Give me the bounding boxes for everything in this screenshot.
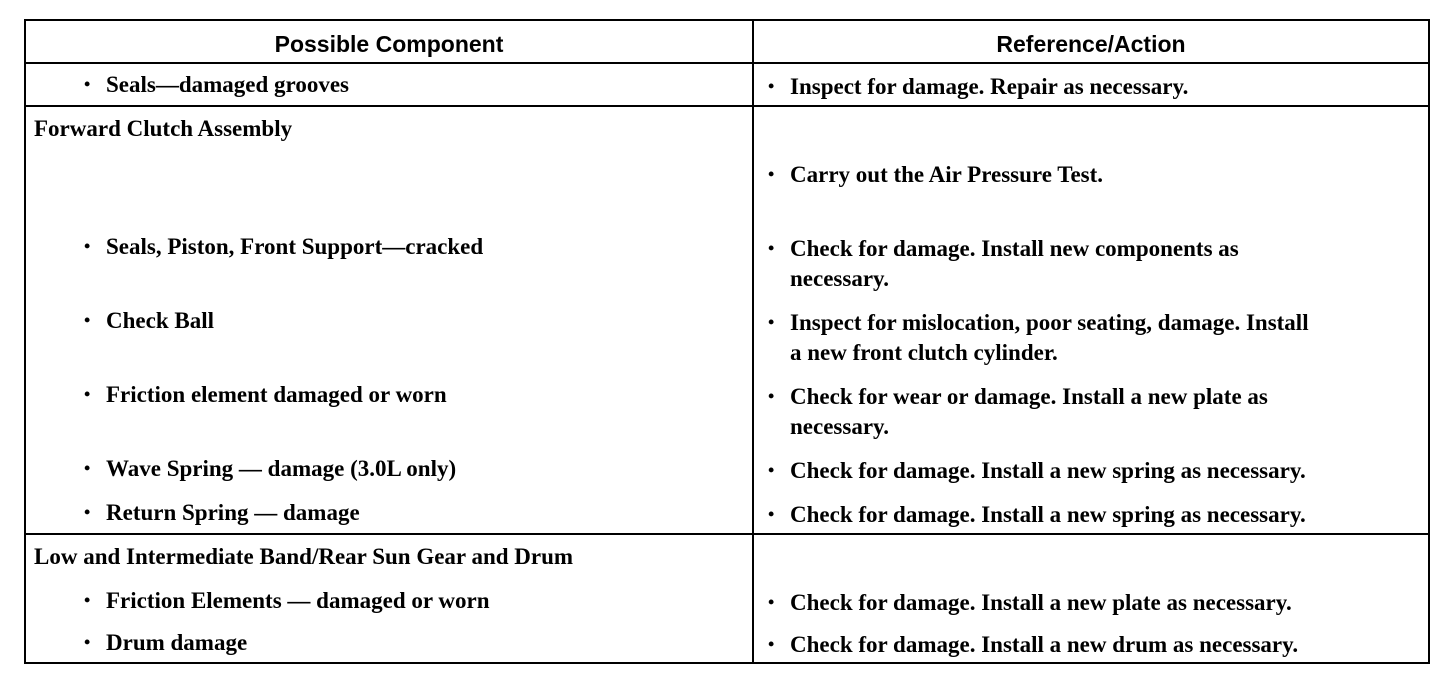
component-text: Friction Elements — damaged or worn: [106, 588, 490, 613]
bullet: •: [768, 460, 775, 480]
action-text: Carry out the Air Pressure Test.: [790, 162, 1104, 187]
action-text: Check for damage. Install a new drum as necessary.: [790, 632, 1299, 657]
troubleshooting-table: [24, 19, 1430, 664]
section-heading: Forward Clutch Assembly: [34, 116, 293, 141]
bullet: •: [768, 592, 775, 612]
action-text: Check for damage. Install new components as: [790, 236, 1239, 261]
action-text: necessary.: [790, 414, 890, 439]
bullet: •: [768, 164, 775, 184]
action-text: Check for damage. Install a new spring as necessary.: [790, 502, 1306, 527]
action-text: Inspect for damage. Repair as necessary.: [790, 74, 1189, 99]
action-text: Check for wear or damage. Install a new plate as: [790, 384, 1268, 409]
bullet: •: [84, 384, 91, 404]
column-header-component: Possible Component: [274, 31, 504, 57]
action-text: necessary.: [790, 266, 890, 291]
section-heading: Low and Intermediate Band/Rear Sun Gear and Drum: [34, 544, 574, 569]
bullet: •: [84, 632, 91, 652]
bullet: •: [768, 504, 775, 524]
action-text: Check for damage. Install a new plate as necessary.: [790, 590, 1292, 615]
component-text: Return Spring — damage: [106, 500, 360, 525]
column-divider: [752, 21, 754, 662]
bullet: •: [768, 386, 775, 406]
bullet: •: [84, 502, 91, 522]
bullet: •: [84, 310, 91, 330]
component-text: Check Ball: [106, 308, 214, 333]
component-text: Seals, Piston, Front Support—cracked: [106, 234, 484, 259]
bullet: •: [84, 458, 91, 478]
bullet: •: [768, 312, 775, 332]
bullet: •: [768, 238, 775, 258]
bullet: •: [768, 76, 775, 96]
bullet: •: [84, 74, 91, 94]
header-divider: [26, 62, 1428, 64]
action-text: Check for damage. Install a new spring as necessary.: [790, 458, 1306, 483]
row-divider: [26, 533, 1428, 535]
action-text: a new front clutch cylinder.: [790, 340, 1058, 365]
component-text: Drum damage: [106, 630, 248, 655]
bullet: •: [84, 236, 91, 256]
bullet: •: [768, 634, 775, 654]
component-text: Seals—damaged grooves: [106, 72, 349, 97]
column-header-action: Reference/Action: [996, 31, 1186, 57]
component-text: Wave Spring — damage (3.0L only): [106, 456, 457, 481]
component-text: Friction element damaged or worn: [106, 382, 447, 407]
action-text: Inspect for mislocation, poor seating, damage. Install: [790, 310, 1309, 335]
bullet: •: [84, 590, 91, 610]
row-divider: [26, 105, 1428, 107]
